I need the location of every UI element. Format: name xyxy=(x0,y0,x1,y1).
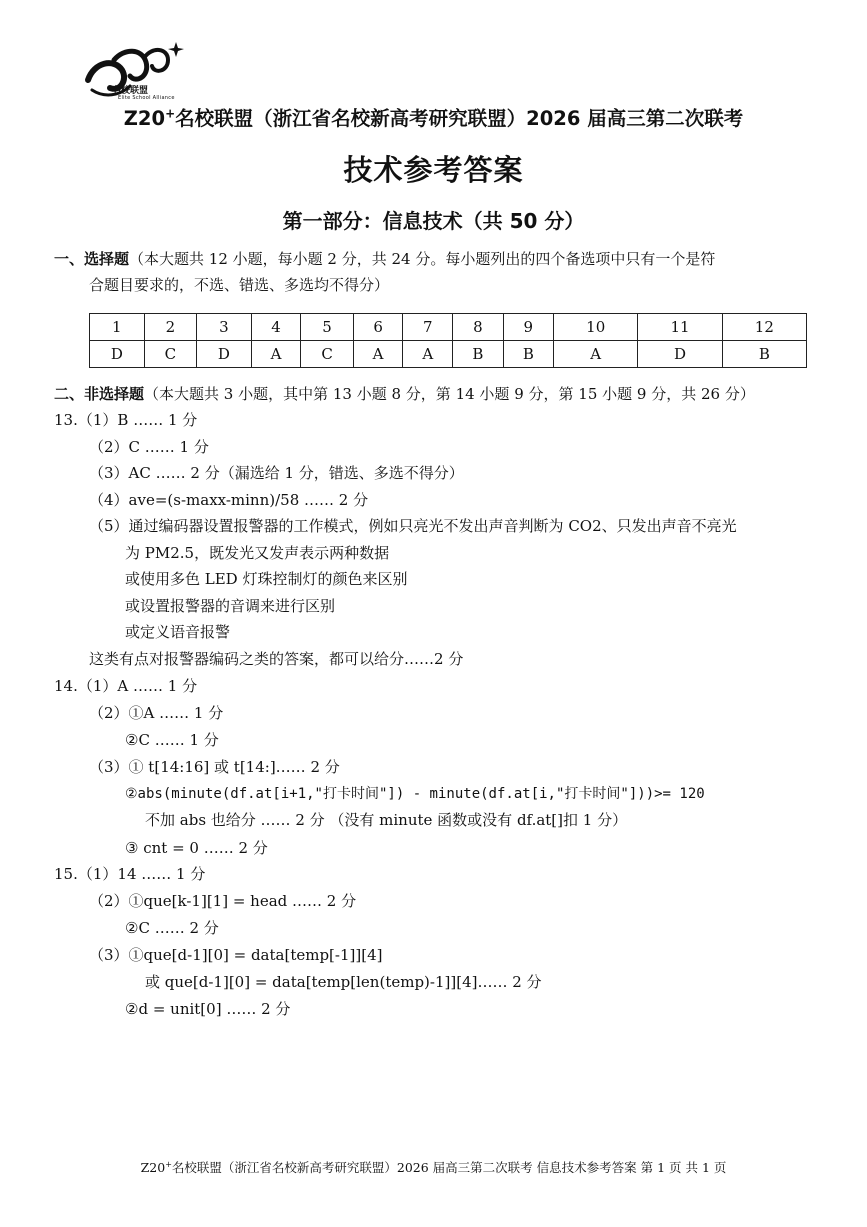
answer-14-2b: ②C …… 1 分 xyxy=(125,731,219,749)
answer-cell: A xyxy=(251,341,301,368)
question-number: 3 xyxy=(197,314,252,341)
answer-cell: D xyxy=(90,341,145,368)
part2-heading: 二、非选择题 xyxy=(54,385,145,403)
part1-intro-cont: 合题目要求的，不选、错选、多选均不得分） xyxy=(89,276,390,294)
answer-14-3b-note: 不加 abs 也给分 …… 2 分 （没有 minute 函数或没有 df.at[]扣 1 分） xyxy=(145,811,628,829)
exam-header: Z20+名校联盟（浙江省名校新高考研究联盟）2026 届高三第二次联考 xyxy=(123,106,744,130)
question-number: 12 xyxy=(722,314,806,341)
answer-14-3d: ③ cnt = 0 …… 2 分 xyxy=(125,839,268,857)
answer-13-4: （4）ave=(s-maxx-minn)/58 …… 2 分 xyxy=(89,491,369,509)
part1-intro: 一、选择题（本大题共 12 小题，每小题 2 分，共 24 分。每小题列出的四个备选项中只有一个是符 xyxy=(54,250,716,268)
answer-13-5-alt2: 或设置报警器的音调来进行区别 xyxy=(125,597,336,615)
answer-15-3a-alt: 或 que[d-1][0] = data[temp[len(temp)-1]][4]…… 2 分 xyxy=(145,973,542,991)
question-number: 1 xyxy=(90,314,145,341)
answer-13-5-cont: 为 PM2.5，既发光又发声表示两种数据 xyxy=(125,544,390,562)
page-title: 技术参考答案 xyxy=(343,153,524,187)
answer-14-3a: （3）① t[14:16] 或 t[14:]…… 2 分 xyxy=(89,758,340,776)
part1-heading: 一、选择题 xyxy=(54,250,130,268)
answer-13-5-note: 这类有点对报警器编码之类的答案，都可以给分……2 分 xyxy=(89,650,464,668)
answer-13-5: （5）通过编码器设置报警器的工作模式，例如只亮光不发出声音判断为 CO2、只发出声音不亮光 xyxy=(89,517,737,535)
logo-brand-en: Elite School Alliance xyxy=(118,95,175,101)
answer-14-3b: ②abs(minute(df.at[i+1,"打卡时间"]) - minute(df.at[i,"打卡时间"]))>= 120 xyxy=(125,786,705,802)
question-number: 6 xyxy=(353,314,403,341)
answer-15-1: 15.（1）14 …… 1 分 xyxy=(54,865,206,883)
answer-cell: A xyxy=(554,341,638,368)
answer-13-2: （2）C …… 1 分 xyxy=(89,438,209,456)
question-number: 2 xyxy=(144,314,196,341)
answer-cell: B xyxy=(722,341,806,368)
page-footer: Z20+名校联盟（浙江省名校新高考研究联盟）2026 届高三第二次联考 信息技术参考答案 第 1 页 共 1 页 xyxy=(140,1159,727,1175)
answer-cell: D xyxy=(638,341,722,368)
question-number: 4 xyxy=(251,314,301,341)
answer-cell: D xyxy=(197,341,252,368)
answer-cell: C xyxy=(301,341,353,368)
answer-cell: A xyxy=(353,341,403,368)
question-number: 10 xyxy=(554,314,638,341)
answer-15-2a: （2）①que[k-1][1] = head …… 2 分 xyxy=(89,892,357,910)
question-number: 9 xyxy=(503,314,553,341)
question-number: 7 xyxy=(403,314,453,341)
table-row-numbers xyxy=(90,314,807,341)
answer-15-2b: ②C …… 2 分 xyxy=(125,919,219,937)
answer-13-1: 13.（1）B …… 1 分 xyxy=(54,411,198,429)
section-title: 第一部分：信息技术（共 50 分） xyxy=(282,209,585,233)
answer-13-3: （3）AC …… 2 分（漏选给 1 分，错选、多选不得分） xyxy=(89,464,464,482)
answer-15-3b: ②d = unit[0] …… 2 分 xyxy=(125,1000,291,1018)
answer-14-2a: （2）①A …… 1 分 xyxy=(89,704,224,722)
answer-cell: C xyxy=(144,341,196,368)
answer-15-3a: （3）①que[d-1][0] = data[temp[-1]][4] xyxy=(89,946,383,964)
answer-cell: B xyxy=(503,341,553,368)
question-number: 8 xyxy=(453,314,503,341)
answer-cell: B xyxy=(453,341,503,368)
answer-14-1: 14.（1）A …… 1 分 xyxy=(54,677,198,695)
table-row-answers xyxy=(90,341,807,368)
question-number: 5 xyxy=(301,314,353,341)
logo-brand-text: 名校联盟 xyxy=(112,86,149,96)
question-number: 11 xyxy=(638,314,722,341)
answer-table xyxy=(89,313,807,368)
answer-cell: A xyxy=(403,341,453,368)
star-icon xyxy=(168,42,184,57)
part2-intro: 二、非选择题（本大题共 3 小题，其中第 13 小题 8 分，第 14 小题 9 分，第 15 小题 9 分，共 26 分） xyxy=(54,385,755,403)
answer-13-5-alt3: 或定义语音报警 xyxy=(125,623,231,641)
answer-13-5-alt1: 或使用多色 LED 灯珠控制灯的颜色来区别 xyxy=(125,570,408,588)
